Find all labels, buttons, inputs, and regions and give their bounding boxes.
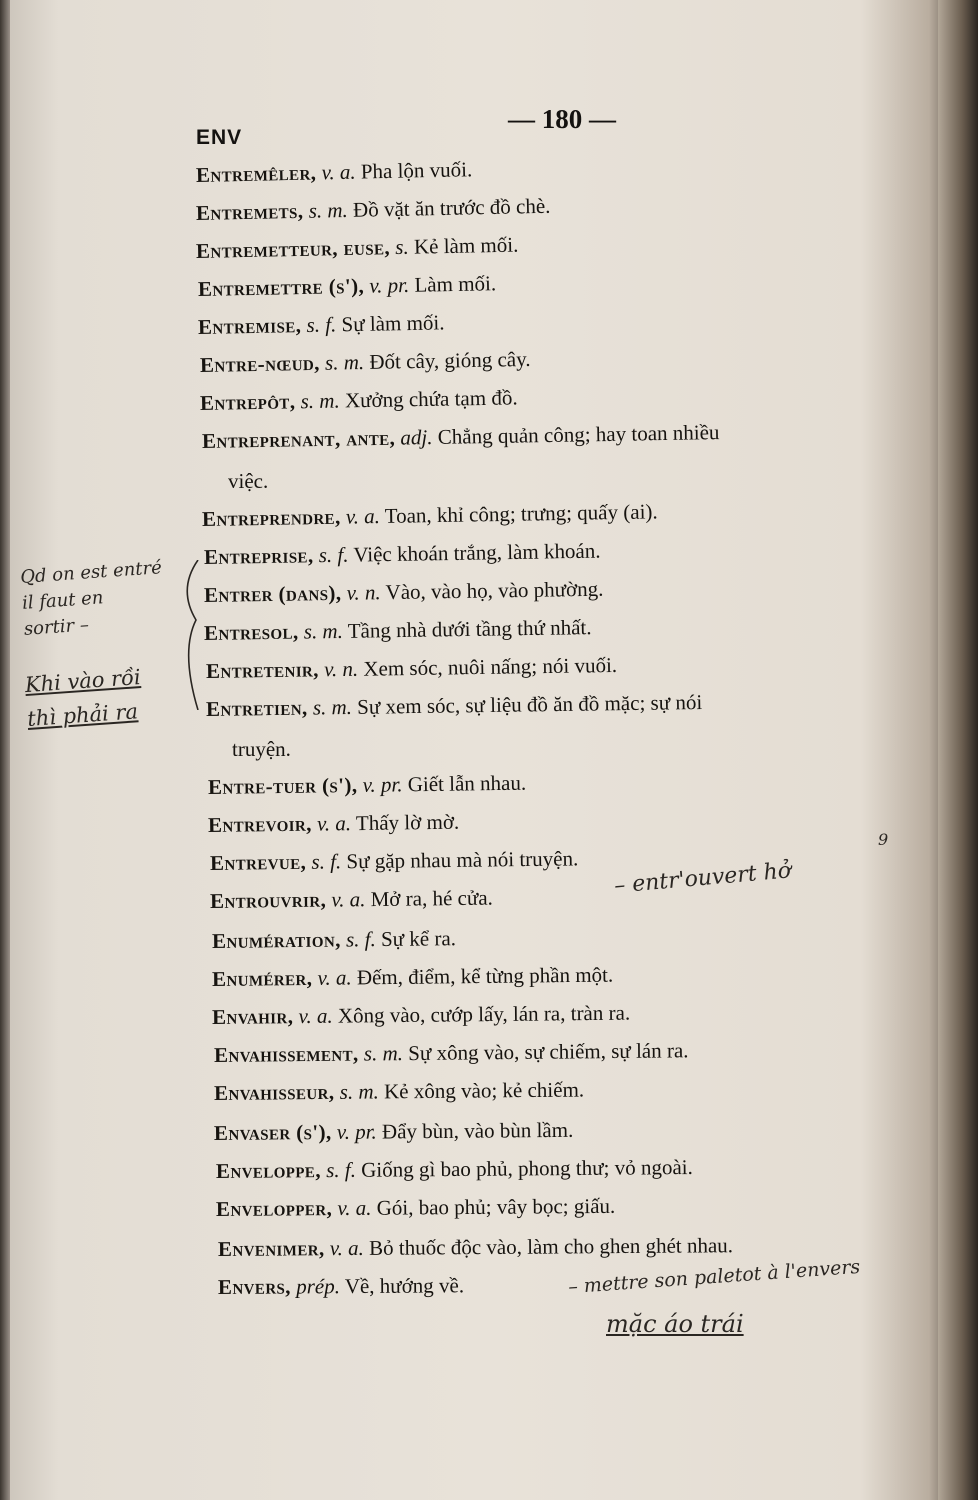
entrouvrir-handwritten-superscript: 9: [878, 830, 889, 849]
entry-grammar: s. f.: [306, 312, 337, 337]
entry-definition: Giống gì bao phủ, phong thư; vỏ ngoài.: [361, 1155, 693, 1182]
entry-grammar: adj.: [400, 425, 433, 450]
entry-grammar: s. m.: [324, 349, 365, 375]
dictionary-entry: [204, 614, 592, 646]
entry-grammar: s. f.: [345, 927, 376, 952]
dictionary-entry: [206, 652, 617, 684]
entry-headword: Entrer (dans),: [203, 580, 342, 607]
entry-headword: Envahir,: [211, 1004, 294, 1029]
entry-headword: Entreprendre,: [201, 504, 341, 531]
entry-definition: Sự kể ra.: [380, 926, 457, 952]
entry-continuation: việc.: [228, 469, 269, 493]
dictionary-entry: [212, 925, 456, 954]
entry-definition: Bỏ thuốc độc vào, làm cho ghen ghét nhau.: [369, 1233, 734, 1260]
dictionary-entry: [212, 962, 613, 992]
entry-grammar: v. n.: [346, 580, 381, 605]
entry-continuation: truyện.: [232, 737, 291, 761]
margin-note-vietnamese-line: thì phải ra: [26, 699, 139, 731]
entry-grammar: v. a.: [298, 1003, 333, 1029]
entry-grammar: v. a.: [337, 1195, 372, 1221]
entry-headword: Entretien,: [205, 695, 308, 721]
entry-grammar: v. pr.: [369, 272, 410, 298]
entry-headword: Entrouvrir,: [209, 887, 327, 913]
entry-headword: Envers,: [217, 1274, 291, 1299]
entry-headword: Envelopper,: [215, 1196, 333, 1221]
dictionary-entry: [204, 538, 601, 570]
entry-headword: Entremise,: [197, 313, 302, 339]
entry-definition: Xưởng chứa tạm đồ.: [344, 385, 518, 413]
dictionary-entry: [200, 346, 531, 378]
margin-note-french: [19, 555, 166, 643]
margin-note-french-line: Qd on est entré: [19, 557, 163, 588]
entry-headword: Entre-tuer (s'),: [207, 772, 358, 799]
entry-grammar: v. a.: [321, 159, 356, 185]
entry-definition: Toan, khỉ công; trưng; quấy (ai).: [384, 499, 658, 528]
dictionary-entry: [216, 1154, 693, 1184]
entry-definition: Mở ra, hé cửa.: [370, 885, 493, 912]
entry-headword: Entremêler,: [195, 160, 317, 187]
entry-definition: Pha lộn vuối.: [360, 157, 473, 184]
entry-grammar: s. f.: [318, 542, 349, 568]
entry-headword: Entre-nœud,: [199, 350, 321, 377]
entry-definition: Vào, vào họ, vào phường.: [385, 576, 604, 605]
dictionary-entry: [202, 419, 720, 454]
entry-definition: Về, hướng về.: [344, 1273, 465, 1299]
entry-definition: Kẻ xông vào; kẻ chiếm.: [383, 1077, 585, 1104]
entry-headword: Entremettre (s'),: [197, 273, 365, 301]
dictionary-entry: [210, 885, 493, 914]
dictionary-entry: [218, 1232, 733, 1262]
entry-grammar: s. m.: [312, 694, 353, 720]
entry-definition: Việc khoán trắng, làm khoán.: [353, 538, 601, 567]
dictionary-entry: [214, 1037, 689, 1068]
entry-grammar: v. pr.: [362, 772, 403, 797]
entry-grammar: s.: [395, 234, 409, 260]
entry-headword: Entrepôt,: [199, 389, 296, 415]
dictionary-entry: [210, 845, 579, 876]
entry-grammar: s. f.: [326, 1157, 357, 1183]
margin-note-vietnamese-line: Khi vào rồi: [24, 665, 142, 698]
running-head: ENV: [196, 126, 243, 149]
entry-headword: Envenimer,: [217, 1236, 325, 1261]
entry-definition: Đồ vặt ăn trước đồ chè.: [352, 193, 551, 222]
dictionary-entry: [200, 384, 518, 416]
entry-definition: Sự làm mối.: [341, 310, 445, 337]
entry-headword: Entretenir,: [205, 657, 320, 683]
entry-headword: Envahissement,: [213, 1041, 359, 1067]
margin-note-french-line: sortir –: [23, 614, 90, 640]
entry-definition: Làm mối.: [414, 271, 497, 297]
entry-definition: Kẻ làm mối.: [413, 232, 519, 259]
entry-grammar: s. f.: [311, 849, 342, 874]
entry-grammar: s. m.: [303, 618, 344, 644]
entrouvrir-handwritten-note: – entr'ouvert hở: [613, 858, 792, 899]
entry-definition: Thấy lờ mờ.: [355, 809, 460, 836]
entry-grammar: s. m.: [308, 197, 349, 223]
entry-definition: Gói, bao phủ; vây bọc; giấu.: [376, 1193, 616, 1220]
entry-definition: Đẩy bùn, vào bùn lầm.: [381, 1117, 574, 1144]
entry-definition: Sự xem sóc, sự liệu đồ ăn đồ mặc; sự nói: [357, 689, 703, 719]
entry-definition: Chẳng quản công; hay toan nhiều: [437, 420, 720, 449]
dictionary-entry: [198, 270, 497, 302]
page-number: — 180 —: [508, 104, 616, 134]
dictionary-entry: [198, 309, 445, 340]
entry-definition: Đếm, điểm, kể từng phần một.: [356, 962, 614, 990]
entry-grammar: v. a.: [345, 504, 381, 529]
dictionary-entry: [214, 1117, 573, 1146]
entry-definition: Sự xông vào, sự chiếm, sự lán ra.: [408, 1038, 689, 1066]
entry-definition: Giết lẫn nhau.: [407, 770, 527, 797]
dictionary-entry: [216, 1193, 615, 1222]
entry-headword: Entreprenant, ante,: [201, 425, 396, 453]
entry-definition: Sự gặp nhau mà nói truyện.: [346, 846, 579, 874]
dictionary-entry: [212, 1000, 630, 1030]
entry-grammar: v. a.: [316, 811, 352, 836]
entry-grammar: s. m.: [363, 1041, 404, 1066]
entry-definition: Tầng nhà dưới tầng thứ nhất.: [347, 615, 592, 643]
entry-headword: Entresol,: [203, 619, 299, 645]
entry-headword: Enumération,: [211, 927, 341, 953]
envers-handwritten-note: – mettre son paletot à l'envers: [567, 1255, 861, 1299]
entry-headword: Entrevue,: [209, 849, 307, 875]
entry-headword: Envaser (s'),: [213, 1119, 332, 1145]
dictionary-entry: [208, 809, 460, 838]
entry-headword: Envahisseur,: [213, 1079, 335, 1105]
margin-note-french-line: il faut en: [21, 587, 105, 614]
entry-grammar: v. a.: [329, 1235, 364, 1261]
entry-headword: Entremetteur, euse,: [195, 235, 391, 263]
entry-definition: Xông vào, cướp lấy, lán ra, tràn ra.: [337, 1000, 631, 1028]
entry-definition: Đốt cây, gióng cây.: [369, 346, 531, 374]
dictionary-entry: [218, 1272, 464, 1300]
dictionary-entry: [202, 498, 658, 532]
dictionary-entry: [196, 232, 519, 264]
dictionary-entry: [208, 770, 526, 800]
entry-grammar: v. a.: [317, 965, 352, 990]
entry-grammar: v. n.: [323, 656, 359, 682]
margin-note-vietnamese: [24, 660, 144, 736]
envers-handwritten-translation: mặc áo trái: [606, 1310, 744, 1338]
entry-headword: Entreprise,: [203, 543, 314, 569]
dictionary-entry: [214, 1077, 584, 1106]
entry-grammar: s. m.: [300, 388, 340, 414]
dictionary-entry: [196, 156, 473, 188]
entry-grammar: s. m.: [339, 1079, 379, 1104]
dictionary-entry: [196, 193, 551, 226]
entry-headword: Enumérer,: [211, 965, 313, 991]
dictionary-entry: [204, 576, 604, 608]
entry-headword: Entremets,: [195, 198, 304, 225]
entry-headword: Entrevoir,: [207, 811, 312, 837]
entry-definition: Xem sóc, nuôi nấng; nói vuối.: [363, 652, 618, 681]
entry-grammar: v. a.: [331, 887, 366, 912]
entry-grammar: prép.: [296, 1274, 340, 1299]
entry-grammar: v. pr.: [336, 1119, 377, 1144]
entry-headword: Enveloppe,: [215, 1158, 322, 1183]
margin-bracket-mark: [180, 560, 202, 710]
dictionary-entry: [206, 689, 703, 722]
